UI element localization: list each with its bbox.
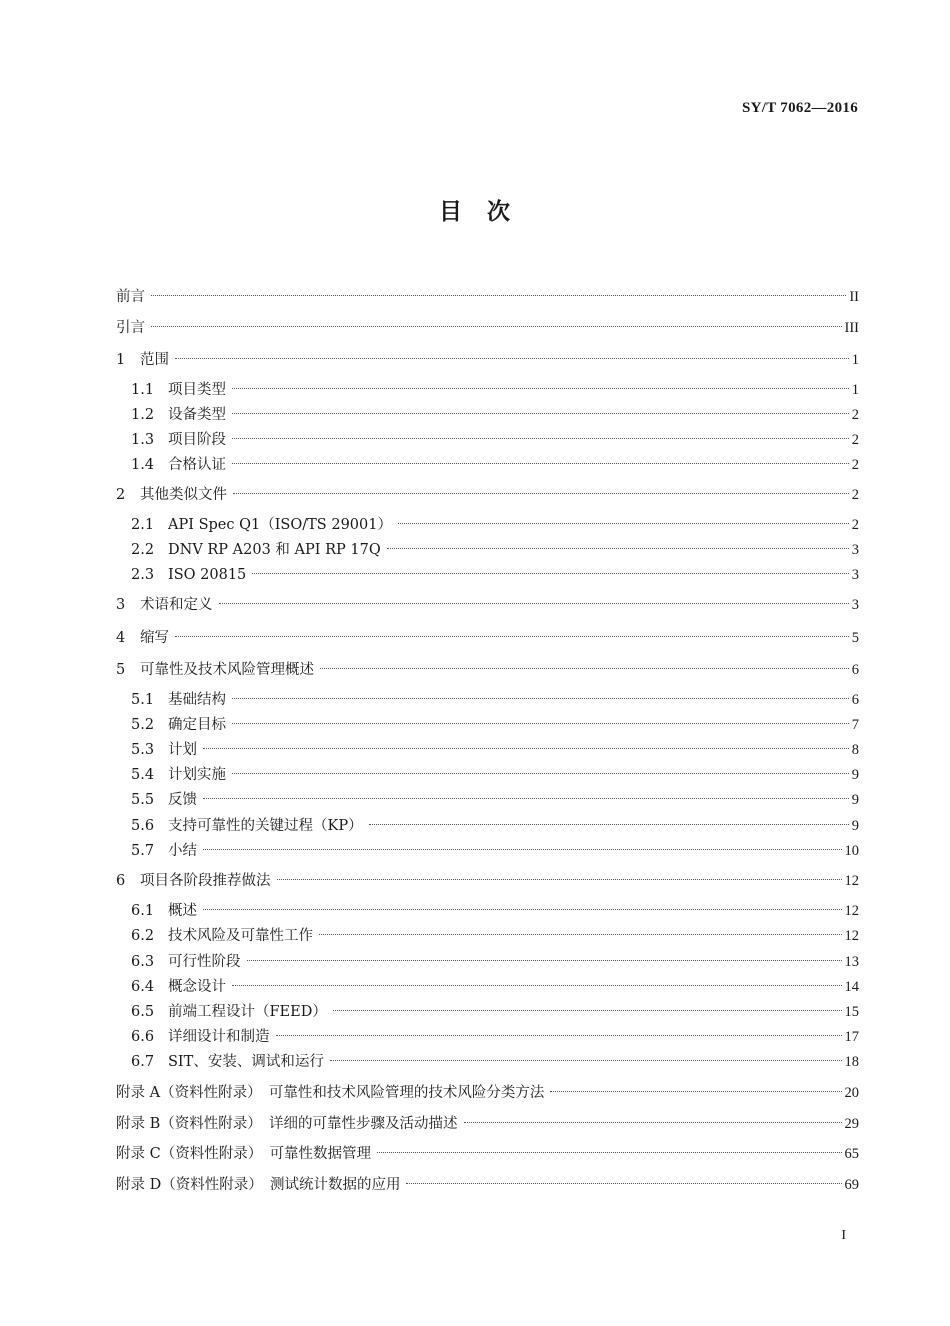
toc-entry-page: 9 — [851, 767, 859, 783]
toc-entry-label: 计划 — [168, 742, 197, 758]
dot-leader — [203, 849, 842, 850]
toc-entry[interactable] — [116, 1113, 859, 1135]
dot-leader — [398, 523, 849, 524]
dot-leader — [252, 573, 848, 574]
toc-entry[interactable] — [131, 429, 859, 451]
toc-entry-number: 5.1 — [131, 692, 155, 708]
toc-entry-page: 3 — [851, 597, 859, 613]
toc-entry-label: 缩写 — [140, 630, 169, 646]
toc-entry-page: 3 — [851, 567, 859, 583]
toc-entry-page: 65 — [844, 1146, 859, 1162]
toc-entry-number: 5.3 — [131, 742, 155, 758]
toc-entry-label: 术语和定义 — [140, 597, 213, 613]
toc-entry-page: 9 — [851, 818, 859, 834]
toc-entry[interactable] — [131, 764, 859, 786]
dot-leader — [232, 463, 849, 464]
dot-leader — [369, 824, 849, 825]
toc-entry-page: 17 — [844, 1029, 859, 1045]
dot-leader — [233, 493, 849, 494]
toc-entry-page: 12 — [844, 873, 859, 889]
toc-entry[interactable] — [131, 840, 859, 862]
toc-entry[interactable] — [131, 900, 859, 922]
toc-entry-page: 8 — [851, 742, 859, 758]
toc-entry-page: 2 — [851, 432, 859, 448]
toc-entry-number: 5.6 — [131, 818, 155, 834]
toc-entry-label: 范围 — [140, 352, 169, 368]
toc-entry-number: 1.3 — [131, 432, 155, 448]
toc-entry-label: API Spec Q1（ISO/TS 29001） — [168, 517, 392, 533]
toc-entry-label: 引言 — [116, 320, 145, 336]
toc-entry[interactable] — [131, 689, 859, 711]
dot-leader — [247, 960, 842, 961]
toc-entry[interactable] — [116, 286, 859, 308]
toc-entry-page: 7 — [851, 717, 859, 733]
toc-entry-page: 10 — [844, 843, 859, 859]
dot-leader — [219, 603, 849, 604]
toc-entry[interactable] — [116, 1082, 859, 1104]
toc-entry-label: 确定目标 — [168, 717, 226, 733]
dot-leader — [203, 798, 849, 799]
toc-entry-number: 1.4 — [131, 457, 155, 473]
toc-entry[interactable] — [131, 404, 859, 426]
toc-entry-number: 5.5 — [131, 792, 155, 808]
dot-leader — [175, 358, 849, 359]
toc-entry-number: 2.1 — [131, 517, 155, 533]
toc-entry-number: 6 — [116, 873, 126, 889]
toc-entry-number: 1.1 — [131, 382, 155, 398]
toc-entry-number: 2.3 — [131, 567, 155, 583]
dot-leader — [550, 1091, 841, 1092]
toc-entry-label: 项目各阶段推荐做法 — [140, 873, 271, 889]
toc-entry-page: 1 — [851, 352, 859, 368]
dot-leader — [406, 1183, 841, 1184]
toc-entry-page: 9 — [851, 792, 859, 808]
toc-entry-label: 支持可靠性的关键过程（KP） — [168, 818, 363, 834]
toc-entry[interactable] — [131, 1026, 859, 1048]
toc-entry-label: 概念设计 — [168, 979, 226, 995]
toc-entry-label: 附录 D（资料性附录） 测试统计数据的应用 — [116, 1177, 401, 1193]
dot-leader — [232, 723, 849, 724]
toc-entry-label: 设备类型 — [168, 407, 226, 423]
dot-leader — [330, 1060, 842, 1061]
toc-entry-number: 3 — [116, 597, 126, 613]
toc-title: 目 次 — [439, 199, 511, 225]
toc-entry[interactable] — [116, 870, 859, 892]
dot-leader — [320, 668, 849, 669]
dot-leader — [203, 748, 849, 749]
toc-entry-number: 6.3 — [131, 954, 155, 970]
dot-leader — [464, 1122, 842, 1123]
footer-page-number: I — [841, 1228, 846, 1243]
toc-entry[interactable] — [131, 379, 859, 401]
toc-entry-number: 6.4 — [131, 979, 155, 995]
toc-entry-label: 计划实施 — [168, 767, 226, 783]
toc-entry[interactable] — [116, 349, 859, 371]
toc-entry-page: II — [849, 289, 859, 305]
toc-entry-number: 5 — [116, 662, 126, 678]
toc-entry[interactable] — [131, 739, 859, 761]
toc-entry-page: 29 — [844, 1116, 859, 1132]
toc-entry-number: 5.4 — [131, 767, 155, 783]
dot-leader — [232, 773, 849, 774]
toc-entry[interactable] — [131, 1051, 859, 1073]
toc-entry-page: 13 — [844, 954, 859, 970]
toc-entry-label: 前言 — [116, 289, 145, 305]
toc-entry-label: 概述 — [168, 903, 197, 919]
toc-entry[interactable] — [116, 1174, 859, 1196]
standard-code: SY/T 7062—2016 — [741, 100, 858, 116]
toc-entry-number: 1.2 — [131, 407, 155, 423]
toc-entry-label: 附录 C（资料性附录） 可靠性数据管理 — [116, 1146, 371, 1162]
toc-entry-page: 12 — [844, 928, 859, 944]
toc-entry[interactable] — [131, 454, 859, 476]
toc-entry-page: 2 — [851, 517, 859, 533]
toc-entry-label: 可行性阶段 — [168, 954, 241, 970]
dot-leader — [151, 295, 846, 296]
toc-entry[interactable] — [131, 925, 859, 947]
toc-entry-label: DNV RP A203 和 API RP 17Q — [168, 542, 381, 558]
dot-leader — [232, 413, 849, 414]
toc-entry-label: 技术风险及可靠性工作 — [168, 928, 313, 944]
toc-entry-page: 6 — [851, 692, 859, 708]
toc-entry-number: 6.7 — [131, 1054, 155, 1070]
dot-leader — [232, 388, 849, 389]
toc-entry-page: 14 — [844, 979, 859, 995]
dot-leader — [175, 636, 849, 637]
toc-entry-label: 基础结构 — [168, 692, 226, 708]
toc-entry-label: 合格认证 — [168, 457, 226, 473]
toc-entry-number: 6.1 — [131, 903, 155, 919]
toc-entry-label: 项目类型 — [168, 382, 226, 398]
toc-entry-page: 3 — [851, 542, 859, 558]
toc-entry-page: 2 — [851, 407, 859, 423]
dot-leader — [276, 1035, 842, 1036]
toc-entry[interactable] — [131, 714, 859, 736]
toc-entry-number: 1 — [116, 352, 126, 368]
toc-entry[interactable] — [116, 659, 859, 681]
toc-entry-label: 附录 B（资料性附录） 详细的可靠性步骤及活动描述 — [116, 1116, 458, 1132]
dot-leader — [333, 1010, 842, 1011]
toc-entry-page: 2 — [851, 457, 859, 473]
toc-entry-page: 12 — [844, 903, 859, 919]
toc-entry-label: 小结 — [168, 843, 197, 859]
toc-entry[interactable] — [116, 594, 859, 616]
toc-entry-page: 20 — [844, 1085, 859, 1101]
toc-entry[interactable] — [116, 1143, 859, 1165]
toc-entry-label: SIT、安装、调试和运行 — [168, 1054, 324, 1070]
toc-entry-label: 项目阶段 — [168, 432, 226, 448]
toc-entry-number: 6.6 — [131, 1029, 155, 1045]
toc-entry[interactable] — [116, 484, 859, 506]
toc-entry[interactable] — [131, 514, 859, 536]
dot-leader — [232, 438, 849, 439]
toc-entry[interactable] — [116, 627, 859, 649]
toc-entry[interactable] — [131, 539, 859, 561]
toc-entry-number: 5.7 — [131, 843, 155, 859]
toc-entry-number: 2.2 — [131, 542, 155, 558]
toc-entry-page: 5 — [851, 630, 859, 646]
toc-entry[interactable] — [131, 976, 859, 998]
toc-entry-page: 6 — [851, 662, 859, 678]
toc-entry[interactable] — [131, 951, 859, 973]
toc-entry-label: 其他类似文件 — [140, 487, 227, 503]
toc-entry-number: 6.5 — [131, 1004, 155, 1020]
toc-entry-page: 1 — [851, 382, 859, 398]
dot-leader — [151, 326, 842, 327]
toc-entry[interactable] — [131, 1001, 859, 1023]
toc-entry-number: 5.2 — [131, 717, 155, 733]
toc-entry-page: 69 — [844, 1177, 859, 1193]
toc-entry-label: ISO 20815 — [168, 567, 247, 583]
toc-entry[interactable] — [131, 815, 859, 837]
toc-entry-page: III — [844, 320, 859, 336]
toc-entry[interactable] — [116, 317, 859, 339]
dot-leader — [203, 909, 842, 910]
toc-entry-label: 可靠性及技术风险管理概述 — [140, 662, 314, 678]
toc-entry-page: 2 — [851, 487, 859, 503]
toc-entry-page: 15 — [844, 1004, 859, 1020]
dot-leader — [277, 879, 842, 880]
toc-entry-number: 4 — [116, 630, 126, 646]
dot-leader — [387, 548, 849, 549]
dot-leader — [377, 1152, 842, 1153]
toc-entry[interactable] — [131, 789, 859, 811]
toc-entry-number: 2 — [116, 487, 126, 503]
toc-entry[interactable] — [131, 564, 859, 586]
toc-entry-label: 附录 A（资料性附录） 可靠性和技术风险管理的技术风险分类方法 — [116, 1085, 545, 1101]
toc-entry-number: 6.2 — [131, 928, 155, 944]
toc-entry-label: 反馈 — [168, 792, 197, 808]
dot-leader — [232, 698, 849, 699]
toc-entry-page: 18 — [844, 1054, 859, 1070]
dot-leader — [319, 934, 842, 935]
dot-leader — [232, 985, 842, 986]
toc-entry-label: 前端工程设计（FEED） — [168, 1004, 327, 1020]
toc-entry-label: 详细设计和制造 — [168, 1029, 270, 1045]
